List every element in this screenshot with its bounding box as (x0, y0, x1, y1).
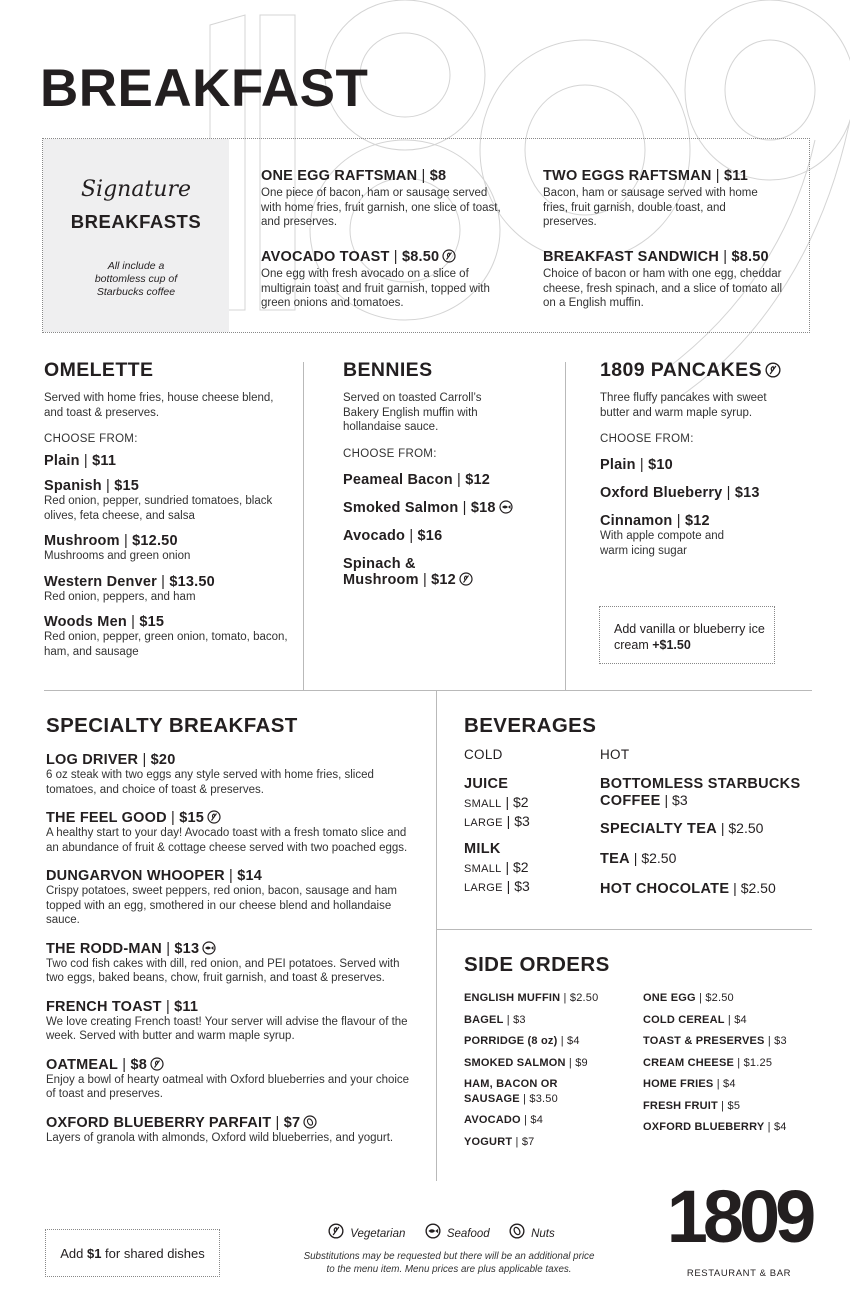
menu-item: AVOCADO TOAST | $8.50 One egg with fresh avocado on a slice of multigrain toast and fruit garnish, topped with green onions and tomatoes. (261, 249, 506, 311)
signature-heading: BREAKFASTS (70, 211, 202, 232)
vegetarian-icon (459, 572, 473, 586)
item-description: Two cod fish cakes with dill, red onion, and PEI potatoes. Served with two eggs, baked beans, chow, fruit garnish, and toast & preserves. (46, 957, 400, 984)
omelette-section: OMELETTE Served with home fries, house cheese blend, and toast & preserves. CHOOSE FROM: Plain | $11 Spanish | $15 Red onion, pepper, sundried tomatoes, black olives, feta cheese, and salsa Mushroom | $12.50 Mushrooms and green onion Western Denver | $13.50 Red onion, peppers, and ham Woods Men | $15 Red onion, pepper, green onion, tomato, bacon, ham, and sausage (44, 359, 294, 659)
side-orders-title (464, 953, 610, 977)
drink-name: TEA (600, 851, 630, 867)
menu-item: OATMEAL | $8 Enjoy a bowl of hearty oatmeal with Oxford blueberries and your choice of toast and preserves. (46, 1057, 416, 1102)
vegetarian-icon (765, 362, 781, 378)
side-price: $4 (567, 1035, 580, 1047)
item-price: $15 (179, 810, 204, 826)
side-name: AVOCADO (464, 1114, 521, 1126)
signature-panel (43, 139, 229, 332)
side-name: HAM, BACON OR (464, 1078, 558, 1090)
side-price: $3.50 (529, 1093, 558, 1105)
column-divider (303, 362, 304, 690)
side-price: $3 (513, 1013, 526, 1026)
shared-suffix: for shared dishes (101, 1246, 205, 1261)
shared-dishes-box (45, 1229, 220, 1277)
section-divider (44, 690, 812, 691)
addon-text: Add vanilla or blueberry ice cream (614, 622, 765, 652)
side-price: $4 (734, 1013, 747, 1026)
item-price: $8.50 (731, 249, 769, 265)
item-description: A healthy start to your day! Avocado toast with a fresh tomato slice and an abundance of fruit & cottage cheese served with two poached eggs. (46, 827, 408, 854)
nuts-icon (303, 1115, 317, 1129)
hot-drinks: BOTTOMLESS STARBUCKS COFFEE | $3 SPECIALTY TEA | $2.50 TEA | $2.50 HOT CHOCOLATE | $2.50 (600, 776, 810, 898)
item-name: Spinach & (343, 555, 416, 572)
item-price: $8.50 (401, 249, 440, 265)
item-name: Oxford Blueberry (600, 485, 723, 501)
item-name: Woods Men (44, 614, 127, 630)
vegetarian-icon (442, 249, 456, 263)
item-price: $11 (174, 998, 199, 1015)
item-price: $15 (114, 478, 140, 494)
side-name: SMOKED SALMON (464, 1056, 566, 1069)
item-description: Crispy potatoes, sweet peppers, red onion, bacon, sausage and ham topped with an egg, smothered in our cheese blend and hollandaise sauce. (46, 885, 397, 926)
item-name: Mushroom (44, 533, 120, 549)
column-divider (565, 362, 566, 690)
pancake-addon-box (599, 606, 775, 664)
menu-item: DUNGARVON WHOOPER | $14 Crispy potatoes, sweet peppers, red onion, bacon, sausage and ham topped with an egg, smothered in our cheese blend and hollandaise sauce. (46, 868, 416, 928)
item-description: Bacon, ham or sausage served with home fries, fruit garnish, double toast, and preserves. (543, 187, 758, 228)
hot-label: HOT (600, 747, 630, 762)
side-name: TOAST & PRESERVES (643, 1035, 765, 1047)
vegetarian-icon (328, 1223, 344, 1239)
drink-name: SPECIALTY TEA (600, 821, 717, 837)
item-description: Red onion, pepper, green onion, tomato, bacon, ham, and sausage (44, 631, 288, 658)
menu-item: FRENCH TOAST | $11 We love creating French toast! Your server will advise the flavour of the week. Served with butter and warm maple syrup. (46, 999, 416, 1044)
side-name: BAGEL (464, 1013, 504, 1026)
shared-amount: $1 (86, 1246, 102, 1261)
side-name: FRESH FRUIT (643, 1099, 718, 1112)
item-name: THE RODD-MAN (46, 940, 162, 957)
item-name: Western Denver (44, 573, 157, 590)
item-name: AVOCADO TOAST (261, 249, 390, 265)
item-description: Red onion, peppers, and ham (44, 590, 196, 603)
side-name: ENGLISH MUFFIN (464, 992, 561, 1004)
side-price: $4 (773, 1121, 787, 1133)
seafood-icon (425, 1223, 441, 1239)
menu-item: OXFORD BLUEBERRY PARFAIT | $7 Layers of granola with almonds, Oxford wild blueberries, and yogurt. (46, 1115, 416, 1146)
section-intro: Three fluffy pancakes with sweet butter and warm maple syrup. (600, 392, 767, 419)
item-price: $8 (130, 1056, 147, 1073)
item-price: $13.50 (169, 573, 215, 590)
menu-item: LOG DRIVER | $20 6 oz steak with two eggs any style served with home fries, sliced tomatoes, and choice of toast & preserves. (46, 752, 416, 797)
beverages-section (464, 714, 814, 738)
item-price: $11 (723, 168, 748, 184)
item-name: Plain (600, 457, 636, 473)
item-price: $16 (417, 527, 443, 544)
section-title: 1809 PANCAKES (600, 359, 762, 381)
bennies-section: BENNIES Served on toasted Carroll’s Bakery English muffin with hollandaise sauce. CHOOSE FROM: Peameal Bacon | $12 Smoked Salmon | $18 Avocado | $16 Spinach & Mushroom | $12 (343, 359, 548, 588)
column-divider (436, 691, 437, 1181)
side-name: HOME FRIES (643, 1078, 714, 1090)
shared-prefix: Add (60, 1246, 87, 1261)
side-price: $4 (530, 1114, 544, 1126)
seafood-icon (499, 500, 513, 514)
item-name: ONE EGG RAFTSMAN (261, 168, 418, 184)
choose-label: CHOOSE FROM: (44, 433, 138, 445)
drink-price: $3 (672, 792, 688, 808)
pancakes-section: 1809 PANCAKES Three fluffy pancakes with sweet butter and warm maple syrup. CHOOSE FROM: Plain | $10 Oxford Blueberry | $13 Cinnamon | $12 With apple compote and warm icing sugar (600, 359, 810, 558)
size-price: $2 (513, 859, 529, 875)
section-intro: Served on toasted Carroll’s Bakery English muffin with hollandaise sauce. (343, 392, 482, 433)
item-description: Choice of bacon or ham with one egg, cheddar cheese, fresh spinach, and a slice of tomato all on a English muffin. (543, 268, 783, 309)
item-description: Layers of granola with almonds, Oxford wild blueberries, and yogurt. (46, 1131, 394, 1144)
item-price: $10 (648, 457, 673, 473)
item-name: Peameal Bacon (343, 471, 453, 488)
side-price: $7 (521, 1135, 535, 1148)
drink-price: $2.50 (641, 850, 677, 866)
size-price: $3 (514, 813, 530, 829)
size-label: LARGE (464, 817, 503, 829)
drink-price: $2.50 (728, 820, 764, 836)
side-price: $3 (774, 1035, 787, 1047)
size-label: SMALL (464, 863, 502, 875)
item-price: $12.50 (132, 533, 178, 549)
disclaimer-line-2: to the menu item. Menu prices are plus applicable taxes. (326, 1264, 572, 1275)
item-price: $12 (684, 513, 710, 529)
legend-nuts: Nuts (531, 1228, 555, 1240)
side-price: $2.50 (569, 992, 599, 1004)
item-description: Red onion, pepper, sundried tomatoes, black olives, feta cheese, and salsa (44, 495, 273, 522)
section-intro: Served with home fries, house cheese blend, and toast & preserves. (44, 392, 274, 419)
disclaimer (268, 1250, 630, 1276)
choose-label: CHOOSE FROM: (343, 447, 437, 460)
size-price: $3 (514, 878, 530, 894)
seafood-icon (202, 941, 216, 955)
side-name: ONE EGG (643, 992, 696, 1004)
item-name: Smoked Salmon (343, 499, 459, 516)
signature-script: Signature (80, 177, 192, 202)
item-description: We love creating French toast! Your server will advise the flavour of the week. Served with butter and warm maple syrup. (46, 1015, 408, 1042)
choose-label: CHOOSE FROM: (600, 433, 694, 445)
item-description: 6 oz steak with two eggs any style served with home fries, sliced tomatoes, and choice of toast & preserves. (46, 769, 374, 796)
item-price: $13 (734, 485, 760, 501)
item-name: DUNGARVON WHOOPER (46, 868, 225, 884)
side-price: $9 (575, 1056, 588, 1069)
item-name: Plain (44, 453, 80, 469)
side-name: PORRIDGE (8 oz) (464, 1035, 558, 1047)
item-description: One piece of bacon, ham or sausage served with home fries, fruit garnish, one slice of toast, and preserves. (261, 187, 501, 228)
menu-item: THE FEEL GOOD | $15 A healthy start to your day! Avocado toast with a fresh tomato slice and an abundance of fruit & cottage cheese served with two poached eggs. (46, 810, 416, 855)
menu-item: ONE EGG RAFTSMAN | $8 One piece of bacon, ham or sausage served with home fries, fruit garnish, one slice of toast, and preserves. (261, 168, 501, 228)
cold-drinks: JUICE SMALL | $2 LARGE | $3 MILK SMALL | $2 LARGE | $3 (464, 776, 584, 896)
item-price: $12 (431, 571, 456, 588)
item-name: LOG DRIVER (46, 752, 139, 768)
item-name: FRENCH TOAST (46, 998, 162, 1015)
side-price: $4 (723, 1078, 736, 1090)
item-description: With apple compote and warm icing sugar (600, 530, 725, 557)
item-price: $20 (150, 752, 176, 768)
signature-note: All include a bottomless cup of Starbucks coffee (94, 260, 178, 298)
item-name: OXFORD BLUEBERRY PARFAIT (46, 1114, 272, 1131)
disclaimer-line-1: Substitutions may be requested but there will be an additional price (303, 1251, 595, 1262)
item-description: Enjoy a bowl of hearty oatmeal with Oxford blueberries and your choice of toast and preserves. (46, 1073, 410, 1100)
legend-vegetarian: Vegetarian (350, 1228, 406, 1240)
size-label: LARGE (464, 882, 503, 894)
section-title: SPECIALTY BREAKFAST (46, 714, 298, 737)
item-description: One egg with fresh avocado on a slice of multigrain toast and fruit garnish, topped with green onions and tomatoes. (261, 268, 490, 309)
item-name: Avocado (343, 527, 406, 544)
side-name: OXFORD BLUEBERRY (643, 1121, 765, 1133)
side-price: $5 (727, 1099, 741, 1112)
item-name: Spanish (44, 478, 102, 494)
side-orders-right: ONE EGG | $2.50 COLD CEREAL | $4 TOAST & PRESERVES | $3 CREAM CHEESE | $1.25 HOME FRIES | $4 FRESH FRUIT | $5 OXFORD BLUEBERRY | $4 (643, 992, 787, 1133)
item-price: $13 (174, 940, 200, 957)
item-name-cont: Mushroom (343, 571, 419, 588)
item-price: $11 (92, 453, 117, 469)
icon-legend (328, 1223, 555, 1240)
item-name: TWO EGGS RAFTSMAN (543, 168, 712, 184)
item-name: OATMEAL (46, 1056, 119, 1073)
page-title: BREAKFAST (40, 59, 369, 118)
side-name: YOGURT (464, 1135, 513, 1148)
legend-seafood: Seafood (446, 1228, 490, 1240)
section-title: BEVERAGES (464, 714, 597, 737)
side-name: COLD CEREAL (643, 1013, 725, 1026)
side-price: $2.50 (705, 992, 734, 1004)
drink-name: HOT CHOCOLATE (600, 881, 730, 897)
size-label: SMALL (464, 798, 502, 810)
size-price: $2 (513, 794, 529, 810)
drink-name-cont: COFFEE (600, 793, 661, 809)
section-title: OMELETTE (44, 359, 154, 381)
item-price: $7 (283, 1114, 301, 1131)
restaurant-logo: 1809 (666, 1175, 812, 1258)
side-name-cont: SAUSAGE (464, 1093, 520, 1105)
nuts-icon (509, 1223, 525, 1239)
vegetarian-icon (150, 1057, 164, 1071)
side-orders-left: ENGLISH MUFFIN | $2.50 BAGEL | $3 PORRIDGE (8 oz) | $4 SMOKED SALMON | $9 HAM, BACON OR SAUSAGE | $3.50 AVOCADO | $4 YOGURT | $7 (464, 992, 599, 1148)
section-title: BENNIES (343, 359, 433, 381)
menu-item: THE RODD-MAN | $13 Two cod fish cakes with dill, red onion, and PEI potatoes. Served with two eggs, baked beans, chow, fruit garnish, and toast & preserves. (46, 941, 416, 986)
vegetarian-icon (207, 810, 221, 824)
drink-name: MILK (464, 841, 501, 857)
section-title: SIDE ORDERS (464, 953, 610, 976)
specialty-section (46, 714, 416, 1145)
drink-name: JUICE (464, 776, 509, 792)
item-price: $15 (139, 614, 165, 630)
item-price: $18 (470, 499, 496, 516)
menu-item: TWO EGGS RAFTSMAN | $11 Bacon, ham or sausage served with home fries, fruit garnish, double toast, and preserves. (543, 168, 773, 230)
item-description: Mushrooms and green onion (44, 550, 191, 562)
menu-item: BREAKFAST SANDWICH | $8.50 Choice of bacon or ham with one egg, cheddar cheese, fresh spinach, and a slice of tomato all on a English muffin. (543, 249, 788, 311)
drink-price: $2.50 (740, 880, 776, 896)
item-name: BREAKFAST SANDWICH (543, 249, 719, 265)
item-price: $8 (429, 168, 447, 184)
side-name: CREAM CHEESE (643, 1056, 735, 1069)
cold-label: COLD (464, 747, 503, 762)
drink-name: BOTTOMLESS STARBUCKS (600, 776, 801, 792)
item-price: $14 (237, 868, 262, 884)
restaurant-logo-subtitle: RESTAURANT & BAR (686, 1268, 792, 1279)
section-divider (437, 929, 812, 930)
item-name: Cinnamon (600, 513, 673, 529)
item-name: THE FEEL GOOD (46, 810, 167, 826)
side-price: $1.25 (743, 1056, 773, 1069)
item-price: $12 (465, 471, 491, 488)
addon-price: +$1.50 (652, 638, 691, 652)
